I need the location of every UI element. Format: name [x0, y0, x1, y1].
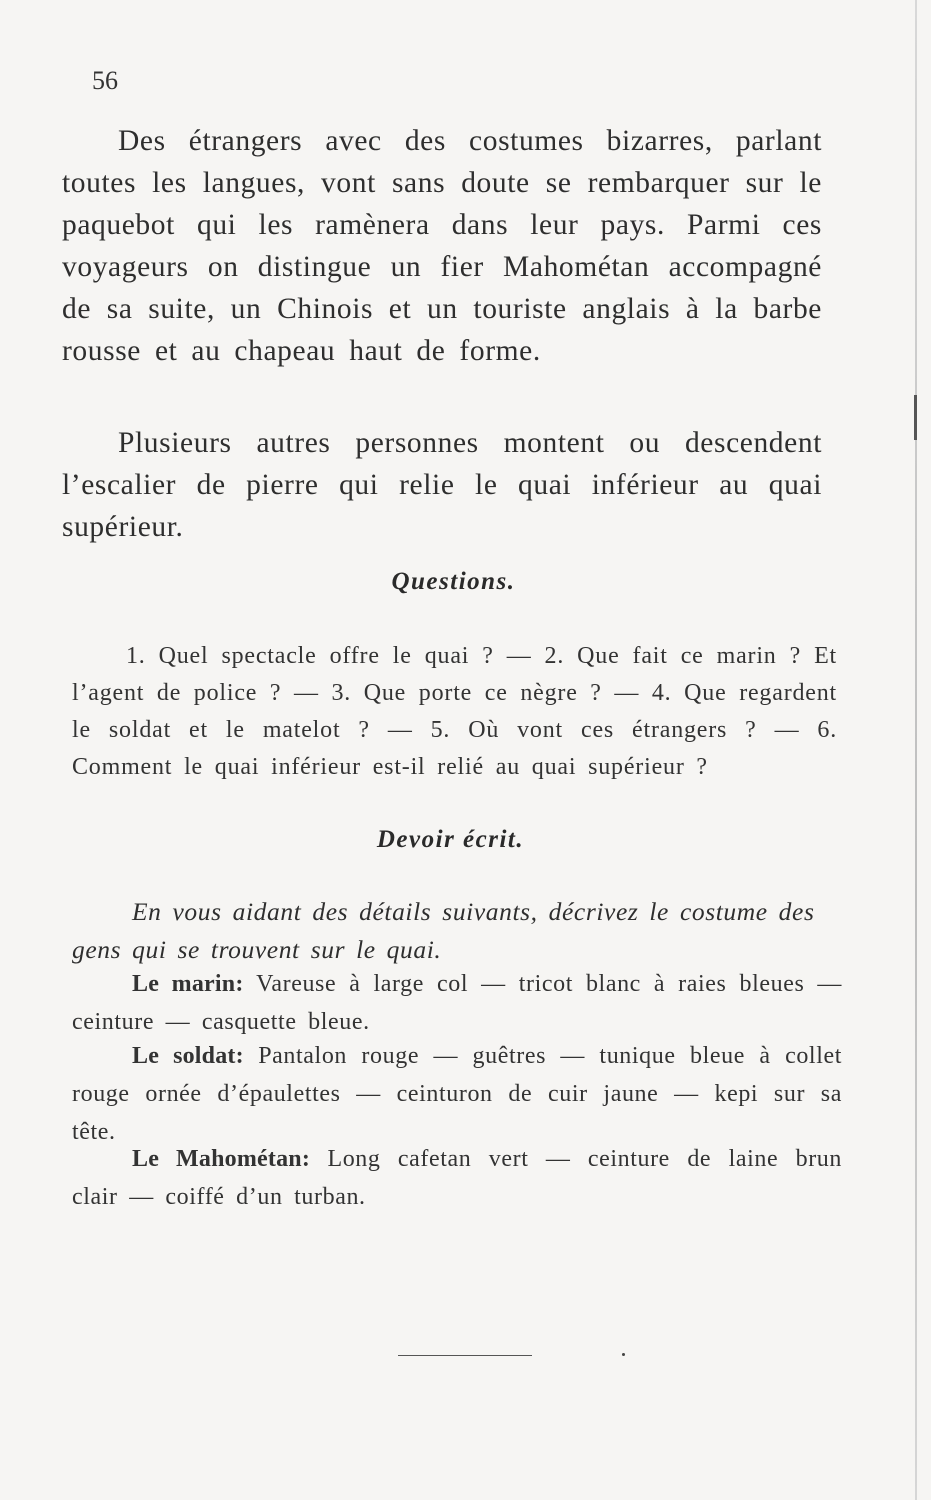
page-edge-mark	[914, 395, 917, 440]
devoir-heading: Devoir écrit.	[376, 826, 525, 853]
questions-text: 1. Quel spectacle offre le quai ? — 2. Que fait ce marin ? Et l’agent de police ? — 3. Que porte ce nègre ? — 4. Que regardent le soldat et le matelot ? — 5. Où vont ces étrangers ? — 6. Comment le quai inférieur est-il relié au quai supérieur ?	[72, 643, 837, 780]
page-edge-line	[915, 0, 917, 1500]
description-text-soldat: Pantalon rouge — guêtres — tunique bleue à collet rouge ornée d’épaulettes — ceinturon de cuir jaune — kepi sur sa tête.	[72, 1043, 842, 1145]
section-divider-rule	[398, 1355, 532, 1356]
questions-heading: Questions.	[391, 568, 516, 595]
paragraph-strangers: Des étrangers avec des costumes bizarres, parlant toutes les langues, vont sans doute se rembarquer sur le paquebot qui les ramènera dans leur pays. Parmi ces voyageurs on distingue un fier Mahométan accompagné de sa suite, un Chinois et un touriste anglais à la barbe rousse et au chapeau haut de forme.	[62, 125, 822, 367]
description-text-marin: Vareuse à large col — tricot blanc à raies bleues — ceinture — casquette bleue.	[72, 971, 842, 1035]
printer-dot	[622, 1353, 625, 1356]
description-marin	[72, 965, 842, 1041]
devoir-instruction: En vous aidant des détails suivants, décrivez le costume des gens qui se trouvent sur le quai.	[72, 897, 815, 964]
description-text-mahometan: Long cafetan vert — ceinture de laine brun clair — coiffé d’un turban.	[72, 1146, 842, 1210]
paragraph-staircase: Plusieurs autres personnes montent ou descendent l’escalier de pierre qui relie le quai inférieur au quai supérieur.	[62, 427, 822, 543]
page-number: 56	[92, 66, 118, 95]
description-label-marin: Le marin:	[132, 971, 244, 997]
description-mahometan	[72, 1140, 842, 1216]
description-label-soldat: Le soldat:	[132, 1043, 244, 1069]
description-soldat	[72, 1037, 842, 1151]
description-label-mahometan: Le Mahométan:	[132, 1146, 311, 1172]
